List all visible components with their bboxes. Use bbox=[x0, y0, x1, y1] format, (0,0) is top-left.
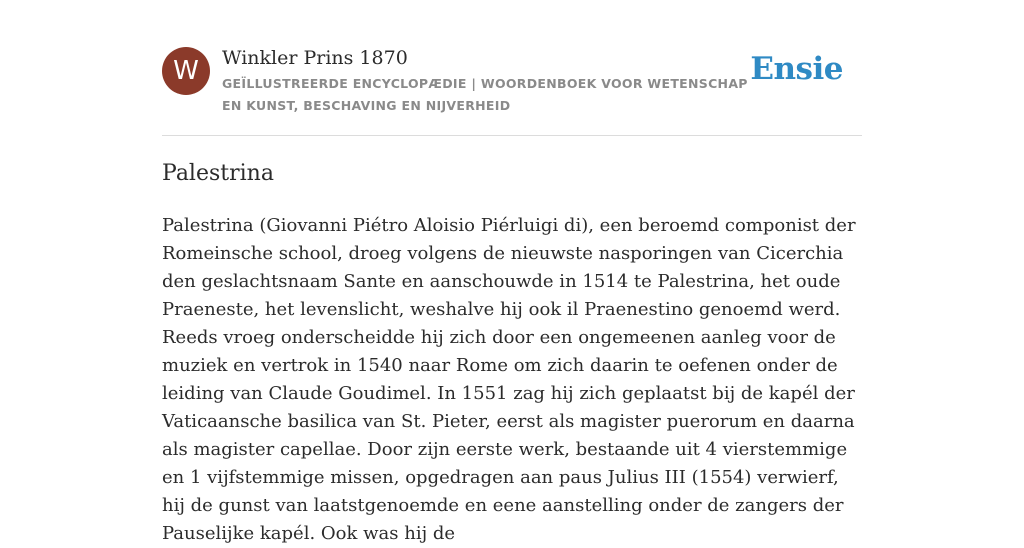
entry-title: Palestrina bbox=[162, 161, 274, 186]
source-subtitle: GEÏLLUSTREERDE ENCYCLOPÆDIE | WOORDENBOEK VOOR WETENSCHAP EN KUNST, BESCHAVING EN NIJVERHEID bbox=[222, 76, 748, 113]
avatar[interactable]: W bbox=[162, 47, 210, 95]
entry-body: Palestrina (Giovanni Piétro Aloisio Piérluigi di), een beroemd componist der Romeinsche school, droeg volgens de nieuwste nasporingen van Cicerchia den geslachtsnaam Sante en aanschouwde in 1514 te Palestrina, het oude Praeneste, het levenslicht, weshalve hij ook il Praenestino genoemd werd. Reeds vroeg onderscheidde hij zich door een ongemeenen aanleg voor de muziek en vertrok in 1540 naar Rome om zich daarin te oefenen onder de leiding van Claude Goudimel. In 1551 zag hij zich geplaatst bij de kapél der Vaticaansche basilica van St. Pieter, eerst als magister puerorum en daarna als magister capellae. Door zijn eerste werk, bestaande uit 4 vierstemmige en 1 vijfstemmige missen, opgedragen aan paus Julius III (1554) verwierf, hij de gunst van laatstgenoemde en eene aanstelling onder de zangers der Pauselijke kapél. Ook was hij de bbox=[162, 215, 856, 544]
brand-logo-link[interactable]: Ensie bbox=[750, 51, 843, 87]
header bbox=[162, 46, 862, 136]
header-divider bbox=[162, 135, 862, 136]
source-title[interactable]: Winkler Prins 1870 bbox=[222, 47, 408, 69]
